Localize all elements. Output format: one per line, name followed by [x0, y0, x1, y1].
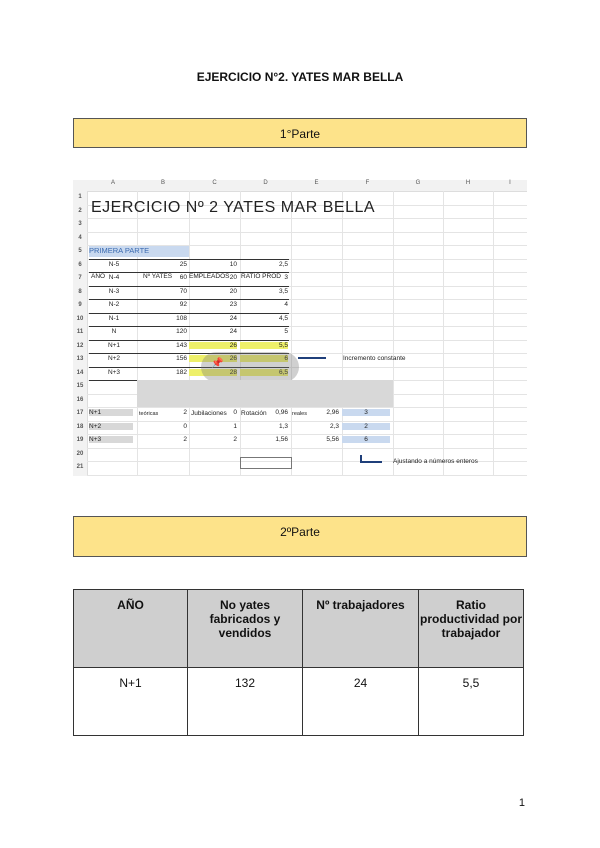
sheet-cell: 0	[233, 409, 237, 416]
hdr-yates: Nº YATES	[143, 273, 173, 280]
row-number: 14	[76, 369, 84, 376]
row-number: 18	[76, 423, 84, 430]
sheet-cell: 6	[240, 355, 288, 362]
row-number: 6	[78, 261, 82, 268]
sheet-cell: N+1	[89, 409, 133, 416]
cell-yates: 132	[188, 668, 303, 736]
row-number: 13	[76, 356, 84, 362]
row-border	[89, 340, 289, 341]
column-header: C	[212, 180, 217, 186]
col-header-ratio: Ratio productividad por trabajador	[419, 590, 524, 668]
grid-line	[342, 191, 343, 476]
sheet-cell: N-3	[108, 287, 120, 295]
row-number: 19	[76, 437, 84, 443]
sheet-cell: N-4	[108, 274, 120, 281]
column-header: F	[365, 180, 370, 186]
column-header: I	[509, 180, 511, 186]
sheet-cell: 2,5	[278, 260, 288, 268]
col-header-trabajadores: Nº trabajadores	[303, 590, 419, 668]
row-number: 8	[78, 288, 82, 295]
lh-rotacion: Rotación	[241, 410, 267, 417]
cell-trabajadores: 24	[303, 668, 419, 736]
sheet-heading: EJERCICIO Nº 2 YATES MAR BELLA	[91, 199, 376, 216]
spreadsheet-image	[73, 180, 527, 476]
hdr-empleados: EMPLEADOS	[189, 273, 230, 280]
sheet-cell: 156	[176, 355, 187, 362]
incremento-note: Incremento constante	[343, 355, 406, 362]
sheet-cell: 0,96	[275, 409, 288, 416]
sheet-cell: 5,5	[240, 342, 288, 349]
row-border	[89, 299, 289, 300]
grid-line	[87, 434, 527, 435]
sheet-cell: 26	[189, 342, 237, 349]
grid-line	[87, 232, 527, 233]
sheet-cell: 5	[284, 328, 288, 335]
row-number: 10	[76, 315, 84, 322]
sheet-cell: 28	[189, 369, 237, 376]
cell-ano: N+1	[74, 668, 188, 736]
page-title: EJERCICIO N°2. YATES MAR BELLA	[196, 70, 404, 84]
sheet-cell: 120	[176, 328, 187, 335]
sheet-cell: 24	[229, 328, 237, 335]
column-header: G	[415, 180, 421, 186]
column-header: H	[465, 180, 471, 186]
row-border	[89, 286, 289, 287]
sheet-cell: 3	[284, 274, 288, 281]
sheet-cell: 6	[342, 436, 390, 443]
results-table	[73, 589, 524, 736]
row-number: 7	[78, 275, 82, 281]
column-header: B	[160, 180, 165, 186]
sheet-cell: 70	[179, 287, 187, 295]
row-number: 21	[76, 464, 84, 470]
grid-line	[87, 218, 527, 219]
sheet-cell: 3,5	[278, 287, 288, 295]
sheet-cell: 5,56	[326, 436, 339, 443]
sheet-cell: 26	[189, 355, 237, 362]
hdr-ratio: RATIO PROD	[241, 273, 281, 280]
sheet-cell: N-2	[108, 301, 120, 308]
sheet-cell: 25	[179, 260, 187, 268]
sheet-cell: N+3	[89, 436, 133, 443]
sheet-cell: 1	[233, 422, 237, 430]
sheet-cell: 60	[179, 274, 187, 281]
sheet-cell: 4	[284, 301, 288, 308]
row-number: 16	[76, 396, 84, 403]
lh-necesidades-reales: reales	[292, 411, 307, 417]
row-number: 15	[76, 383, 84, 389]
table-row	[74, 668, 524, 736]
row-number: 3	[78, 221, 82, 227]
selected-cell	[240, 457, 292, 469]
sheet-cell: 10	[229, 260, 237, 268]
sheet-cell: 24	[229, 314, 237, 322]
sheet-cell: N+3	[107, 368, 121, 376]
hdr-ano: AÑO	[91, 273, 106, 280]
column-header: D	[263, 180, 268, 186]
sheet-cell: 6,5	[240, 369, 288, 376]
grid-line	[393, 191, 394, 476]
sheet-cell: N+2	[107, 355, 121, 362]
grid-line	[493, 191, 494, 476]
row-number: 2	[78, 207, 82, 214]
sheet-cell: 2,3	[329, 422, 339, 430]
row-number: 5	[78, 248, 82, 254]
header-border	[89, 259, 289, 260]
sheet-cell: N	[111, 328, 117, 335]
part2-banner: 2ºParte	[73, 516, 527, 557]
sheet-cell: 143	[176, 341, 187, 349]
row-number: 9	[78, 302, 82, 308]
sheet-cell: N-1	[108, 314, 120, 322]
sheet-cell: 2	[183, 436, 187, 443]
page-number: 1	[518, 797, 525, 809]
row-number: 1	[78, 194, 82, 200]
row-number: 17	[76, 410, 84, 416]
grid-line	[87, 475, 527, 476]
primera-parte-label: PRIMERA PARTE	[89, 246, 189, 257]
row-border	[89, 326, 289, 327]
sheet-cell: 1,3	[278, 422, 288, 430]
column-header: E	[314, 180, 319, 186]
lower-header-bg	[137, 380, 393, 407]
sheet-cell: 1,56	[275, 436, 288, 443]
sheet-cell: N+2	[89, 423, 133, 430]
sheet-cell: 92	[179, 301, 187, 308]
row-border	[89, 313, 289, 314]
cell-ratio: 5,5	[419, 668, 524, 736]
arrow-left-icon	[360, 461, 382, 463]
lh-necesidades-teoricas: teóricas	[139, 411, 159, 417]
lh-jubilaciones: Jubilaciones	[191, 410, 227, 417]
sheet-cell: N+1	[107, 341, 121, 349]
ajustando-note: Ajustando a números enteros	[393, 458, 478, 465]
sheet-cell: 0	[183, 422, 187, 430]
column-header: A	[110, 180, 115, 186]
grid-line	[87, 448, 527, 449]
sheet-cell: 2	[342, 423, 390, 430]
sheet-cell: 3	[342, 409, 390, 416]
sheet-cell: 2	[233, 436, 237, 443]
sheet-cell: 108	[176, 314, 187, 322]
col-header-ano: AÑO	[74, 590, 188, 668]
sheet-cell: 20	[229, 274, 237, 281]
sheet-cell: 182	[176, 368, 187, 376]
sheet-cell: 23	[229, 301, 237, 308]
row-number: 12	[76, 342, 84, 349]
sheet-cell: 4,5	[278, 314, 288, 322]
row-number: 20	[76, 450, 84, 457]
row-number: 4	[78, 234, 82, 241]
sheet-cell: N-5	[108, 260, 120, 268]
grid-line	[87, 421, 527, 422]
row-border	[89, 272, 289, 273]
grid-line	[443, 191, 444, 476]
grid-line	[291, 191, 292, 476]
part1-banner: 1°Parte	[73, 118, 527, 148]
pin-icon: 📌	[211, 358, 224, 369]
col-header-yates: No yates fabricados y vendidos	[188, 590, 303, 668]
row-number: 11	[76, 329, 84, 335]
sheet-cell: 2	[183, 409, 187, 416]
sheet-cell: 20	[229, 287, 237, 295]
sheet-cell: 2,96	[326, 409, 339, 416]
arrow-right-icon	[298, 357, 326, 359]
